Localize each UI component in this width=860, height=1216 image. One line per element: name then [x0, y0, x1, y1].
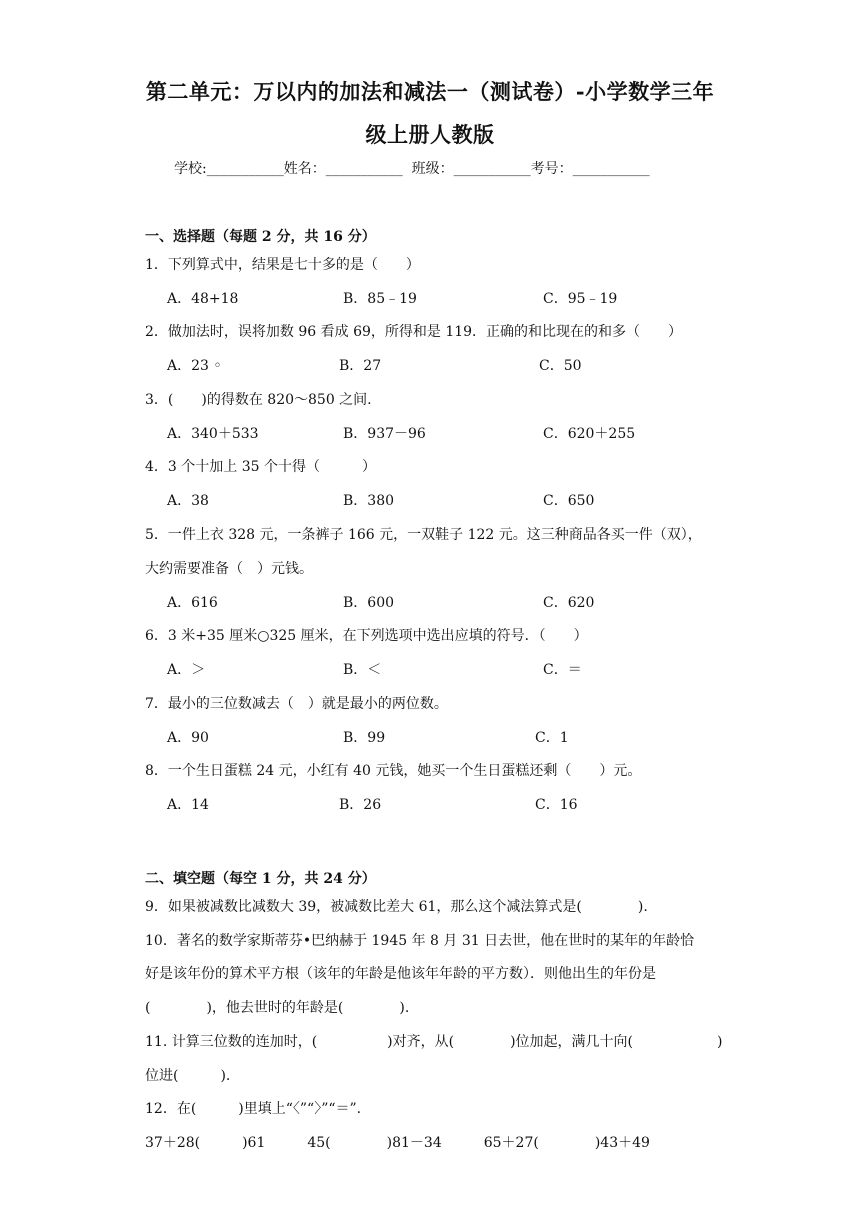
title-line-1: 第二单元：万以内的加法和减法一（测试卷）-小学数学三年: [145, 79, 715, 104]
question-5: 5．一件上衣 328 元，一条裤子 166 元，一双鞋子 122 元。这三种商品各买一件（双），: [145, 527, 702, 543]
fill-line-5: 11. 计算三位数的连加时，( )对齐，从( )位加起，满几十向( ): [145, 1034, 723, 1050]
section2-heading: 二、填空题（每空 1 分，共 24 分）: [145, 871, 376, 887]
q2-option-b: B．27: [339, 358, 382, 374]
q6-option-b: B．＜: [343, 662, 382, 678]
question-4: 4．3 个十加上 35 个十得（ ）: [145, 459, 376, 475]
fill-line-7: 12．在( )里填上“〈”“〉”“＝”.: [145, 1101, 362, 1117]
fill-line-8: 37＋28( )61 45( )81－34 65＋27( )43＋49: [145, 1135, 650, 1151]
question-5-cont: 大约需要准备（ ）元钱。: [145, 561, 313, 577]
q7-option-c: C．1: [535, 730, 569, 746]
q2-option-a: A．23 ◦: [167, 358, 222, 374]
q6-option-a: A．＞: [167, 662, 206, 678]
title-line-2: 级上册人教版: [365, 122, 495, 147]
q5-option-a: A．616: [167, 595, 218, 611]
q3-option-b: B．937－96: [343, 426, 426, 442]
q1-option-c: C．95﹣19: [543, 291, 618, 307]
q5-option-b: B．600: [343, 595, 395, 611]
question-3: 3．( )的得数在 820～850 之间.: [145, 392, 372, 408]
question-6: 6．3 米+35 厘米○325 厘米，在下列选项中选出应填的符号．（ ）: [145, 628, 588, 644]
q8-option-b: B．26: [339, 797, 382, 813]
q7-option-a: A．90: [167, 730, 209, 746]
q1-option-b: B．85﹣19: [343, 291, 417, 307]
fill-line-4: ( )，他去世时的年龄是( ).: [145, 1000, 410, 1016]
q8-option-c: C．16: [535, 797, 578, 813]
fill-line-6: 位进( ).: [145, 1068, 231, 1084]
q7-option-b: B．99: [343, 730, 386, 746]
q2-option-c: C．50: [539, 358, 582, 374]
q5-option-c: C．620: [543, 595, 595, 611]
q4-option-c: C．650: [543, 493, 595, 509]
q4-option-b: B．380: [343, 493, 395, 509]
fill-line-1: 9．如果被减数比减数大 39，被减数比差大 61，那么这个减法算式是( ).: [145, 899, 648, 915]
q3-option-c: C．620＋255: [543, 426, 636, 442]
student-info-line: 学校:___________姓名：___________ 班级：___________考号：___________: [174, 161, 650, 177]
question-7: 7．最小的三位数减去（ ）就是最小的两位数。: [145, 696, 448, 712]
q1-option-a: A．48+18: [167, 291, 239, 307]
fill-line-2: 10．著名的数学家斯蒂芬•巴纳赫于 1945 年 8 月 31 日去世，他在世时的某年的年龄恰: [145, 933, 695, 949]
fill-line-3: 好是该年份的算术平方根（该年的年龄是他该年年龄的平方数）．则他出生的年份是: [145, 966, 656, 982]
q8-option-a: A．14: [167, 797, 209, 813]
question-2: 2．做加法时，误将加数 96 看成 69，所得和是 119．正确的和比现在的和多（ ）: [145, 324, 683, 340]
question-1: 1．下列算式中，结果是七十多的是（ ）: [145, 257, 420, 273]
section1-heading: 一、选择题（每题 2 分，共 16 分）: [145, 229, 376, 245]
question-8: 8．一个生日蛋糕 24 元，小红有 40 元钱，她买一个生日蛋糕还剩（ ）元。: [145, 763, 642, 779]
q3-option-a: A．340＋533: [167, 426, 259, 442]
q4-option-a: A．38: [167, 493, 209, 509]
q6-option-c: C．＝: [543, 662, 582, 678]
